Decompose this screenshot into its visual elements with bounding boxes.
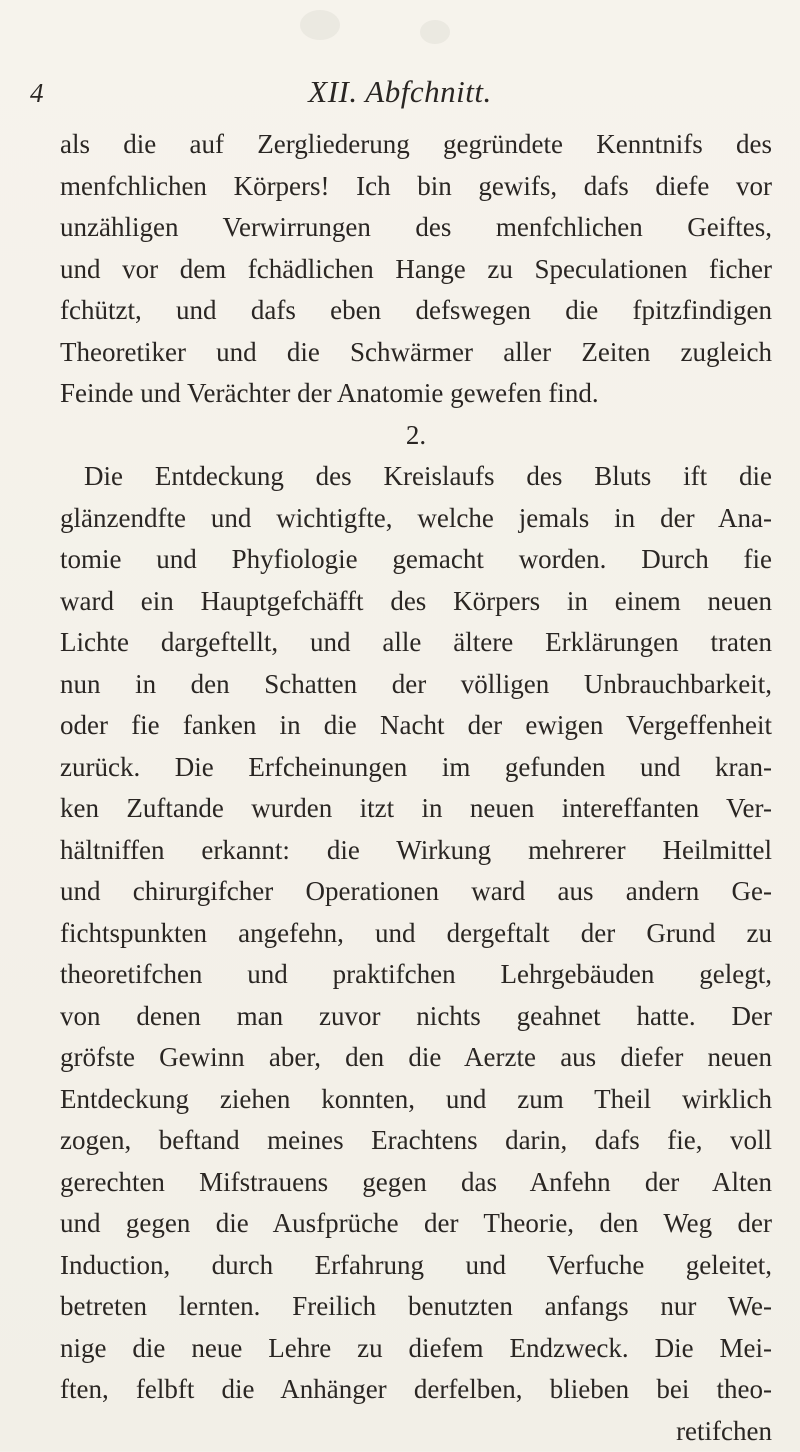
- text-line: theoretifchen und praktifchen Lehrgebäuden gelegt,: [60, 954, 772, 996]
- running-head: XII. Abfchnitt.: [30, 74, 770, 110]
- page-number: 4: [30, 78, 44, 109]
- text-line: Induction, durch Erfahrung und Verfuche geleitet,: [60, 1245, 772, 1287]
- text-line: zurück. Die Erfcheinungen im gefunden und kran-: [60, 747, 772, 789]
- text-line: ken Zuftande wurden itzt in neuen intereffanten Ver-: [60, 788, 772, 830]
- text-line: ften, felbft die Anhänger derfelben, blieben bei theo-: [60, 1369, 772, 1411]
- text-line: gerechten Mifstrauens gegen das Anfehn der Alten: [60, 1162, 772, 1204]
- catchword: retifchen: [60, 1411, 772, 1452]
- text-line: hältniffen erkannt: die Wirkung mehrerer Heilmittel: [60, 830, 772, 872]
- text-line: glänzendfte und wichtigfte, welche jemals in der Ana-: [60, 498, 772, 540]
- body-text: [60, 124, 772, 1452]
- text-line: und chirurgifcher Operationen ward aus andern Ge-: [60, 871, 772, 913]
- text-line: ward ein Hauptgefchäfft des Körpers in einem neuen: [60, 581, 772, 623]
- text-line: zogen, beftand meines Erachtens darin, dafs fie, voll: [60, 1120, 772, 1162]
- text-line: Die Entdeckung des Kreislaufs des Bluts ift die: [60, 456, 772, 498]
- text-line: fchützt, und dafs eben defswegen die fpitzfindigen: [60, 290, 772, 332]
- text-line: Lichte dargeftellt, und alle ältere Erklärungen traten: [60, 622, 772, 664]
- text-line: und vor dem fchädlichen Hange zu Speculationen ficher: [60, 249, 772, 291]
- page-header: [30, 70, 770, 110]
- text-line: von denen man zuvor nichts geahnet hatte. Der: [60, 996, 772, 1038]
- text-line: als die auf Zergliederung gegründete Kenntnifs des: [60, 124, 772, 166]
- paper-stain: [300, 10, 340, 40]
- text-line: betreten lernten. Freilich benutzten anfangs nur We-: [60, 1286, 772, 1328]
- text-line: menfchlichen Körpers! Ich bin gewifs, dafs diefe vor: [60, 166, 772, 208]
- section-number: 2.: [60, 415, 772, 457]
- text-line: und gegen die Ausfprüche der Theorie, den Weg der: [60, 1203, 772, 1245]
- text-line: gröfste Gewinn aber, den die Aerzte aus diefer neuen: [60, 1037, 772, 1079]
- text-line: Entdeckung ziehen konnten, und zum Theil wirklich: [60, 1079, 772, 1121]
- text-line: unzähligen Verwirrungen des menfchlichen Geiftes,: [60, 207, 772, 249]
- text-line: Theoretiker und die Schwärmer aller Zeiten zugleich: [60, 332, 772, 374]
- paper-stain: [420, 20, 450, 44]
- text-line: nige die neue Lehre zu diefem Endzweck. Die Mei-: [60, 1328, 772, 1370]
- text-line: oder fie fanken in die Nacht der ewigen Vergeffenheit: [60, 705, 772, 747]
- text-line: nun in den Schatten der völligen Unbrauchbarkeit,: [60, 664, 772, 706]
- text-line: Feinde und Verächter der Anatomie gewefen find.: [60, 373, 772, 415]
- text-line: fichtspunkten angefehn, und dergeftalt der Grund zu: [60, 913, 772, 955]
- text-line: tomie und Phyfiologie gemacht worden. Durch fie: [60, 539, 772, 581]
